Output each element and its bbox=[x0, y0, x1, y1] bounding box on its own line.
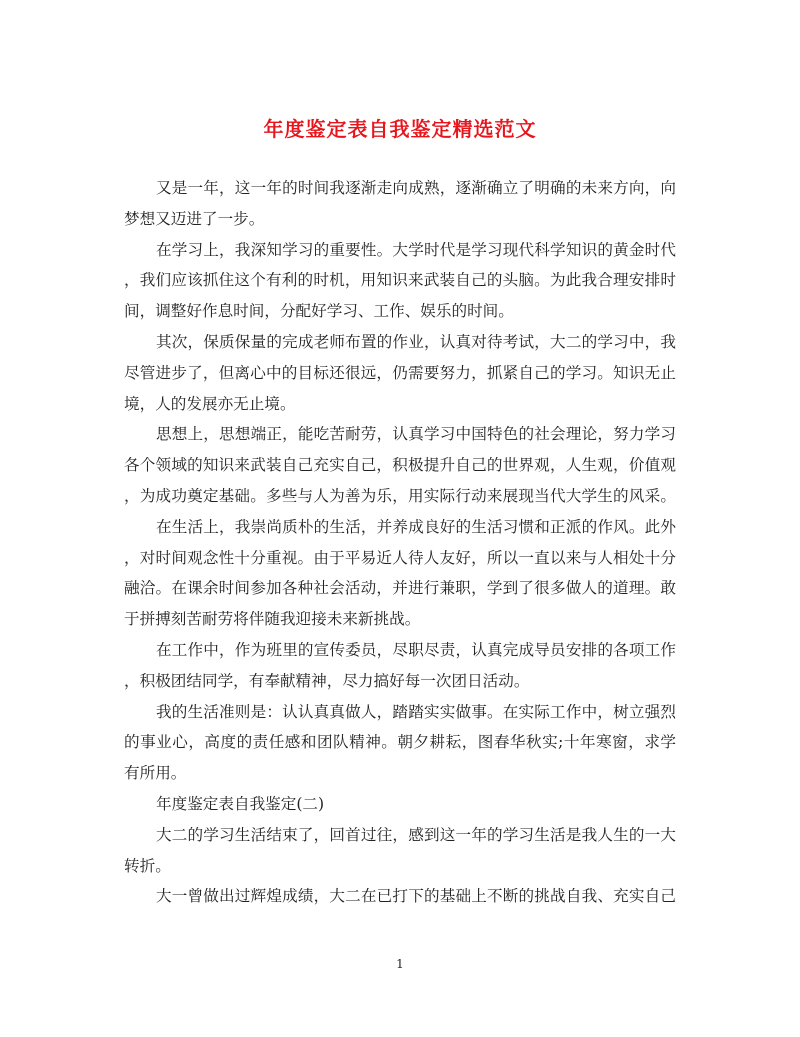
text-line: 尽管进步了，但离心中的目标还很远，仍需要努力，抓紧自己的学习。知识无止 bbox=[124, 363, 676, 382]
text-line: ，为成功奠定基础。多些与人为善为乐，用实际行动来展现当代大学生的风采。 bbox=[124, 486, 676, 505]
text-line: 又是一年，这一年的时间我逐渐走向成熟，逐渐确立了明确的未来方向，向 bbox=[156, 179, 676, 197]
text-line: 其次，保质保量的完成老师布置的作业，认真对待考试，大二的学习中，我 bbox=[156, 332, 676, 351]
document-body bbox=[124, 173, 676, 912]
text-line: 转折。 bbox=[124, 856, 171, 875]
text-line: 梦想又迈进了一步。 bbox=[124, 209, 265, 228]
text-line: 在工作中，作为班里的宣传委员，尽职尽责，认真完成导员安排的各项工作 bbox=[156, 640, 676, 659]
text-line: 我的生活准则是：认认真真做人，踏踏实实做事。在实际工作中，树立强烈 bbox=[156, 702, 676, 721]
text-line: ，对时间观念性十分重视。由于平易近人待人友好，所以一直以来与人相处十分 bbox=[124, 548, 676, 567]
text-line: 有所用。 bbox=[124, 764, 187, 783]
text-line: 在生活上，我崇尚质朴的生活，并养成良好的生活习惯和正派的作风。此外 bbox=[156, 517, 676, 536]
text-line: 的事业心，高度的责任感和团队精神。朝夕耕耘，图春华秋实;十年寒窗，求学 bbox=[124, 733, 676, 752]
text-line: ，积极团结同学，有奉献精神，尽力搞好每一次团日活动。 bbox=[124, 671, 530, 690]
document-title: 年度鉴定表自我鉴定精选范文 bbox=[263, 117, 537, 141]
text-line: 境，人的发展亦无止境。 bbox=[124, 394, 296, 413]
text-line: 融洽。在课余时间参加各种社会活动，并进行兼职，学到了很多做人的道理。敢 bbox=[124, 579, 676, 598]
text-line: 在学习上，我深知学习的重要性。大学时代是学习现代科学知识的黄金时代 bbox=[156, 240, 676, 259]
text-line: ，我们应该抓住这个有利的时机，用知识来武装自己的头脑。为此我合理安排时 bbox=[124, 271, 676, 290]
page-number: 1 bbox=[396, 957, 404, 971]
text-line: 年度鉴定表自我鉴定(二) bbox=[156, 794, 325, 813]
text-line: 于拼搏刻苦耐劳将伴随我迎接未来新挑战。 bbox=[124, 610, 421, 629]
text-line: 大一曾做出过辉煌成绩，大二在已打下的基础上不断的挑战自我、充实自己 bbox=[156, 887, 676, 906]
text-line: 思想上，思想端正，能吃苦耐劳，认真学习中国特色的社会理论，努力学习 bbox=[156, 425, 676, 444]
text-line: 各个领域的知识来武装自己充实自己，积极提升自己的世界观，人生观，价值观 bbox=[124, 456, 676, 475]
text-line: 大二的学习生活结束了，回首过往，感到这一年的学习生活是我人生的一大 bbox=[156, 825, 676, 844]
text-line: 间，调整好作息时间，分配好学习、工作、娱乐的时间。 bbox=[124, 302, 514, 321]
